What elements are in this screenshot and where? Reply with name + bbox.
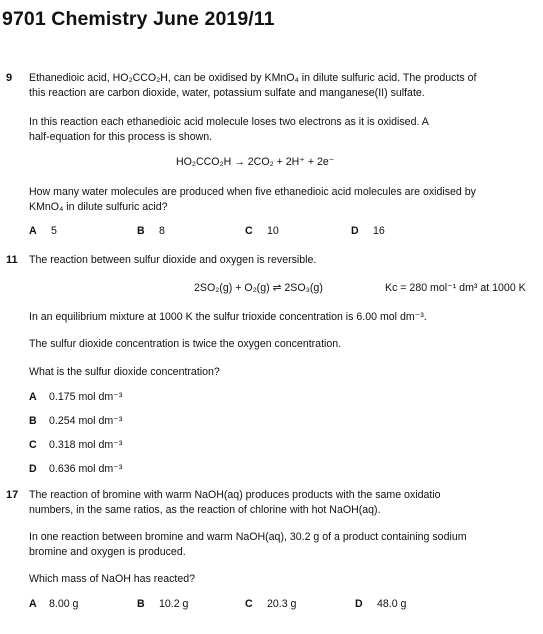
question-11-ratio-line: The sulfur dioxide concentration is twice the oxygen concentration.: [29, 338, 342, 350]
option-value: 0.636 mol dm⁻³: [49, 463, 123, 475]
question-11-option-d: [29, 463, 122, 475]
question-9-stem-line-2: KMnO₄ in dilute sulfuric acid?: [29, 200, 168, 213]
option-value: 0.175 mol dm⁻³: [49, 391, 123, 403]
option-value: 8.00 g: [49, 598, 79, 610]
option-value: 16: [373, 225, 385, 237]
question-17-number: 17: [6, 489, 19, 501]
option-value: 0.254 mol dm⁻³: [49, 415, 123, 427]
question-17-option-b: [137, 598, 188, 610]
question-9-option-a: [29, 225, 57, 237]
option-letter: A: [29, 225, 37, 237]
option-letter: A: [29, 598, 37, 610]
question-17-context-line-2: bromine and oxygen is produced.: [29, 545, 186, 558]
question-11-option-c: [29, 439, 122, 451]
question-9-context: [29, 115, 543, 144]
question-9-intro-line-1: Ethanedioic acid, HO₂CCO₂H, can be oxidised by KMnO₄ in dilute sulfuric acid. The products of: [29, 72, 477, 84]
question-11-stem-line: What is the sulfur dioxide concentration?: [29, 366, 220, 378]
question-9-context-line-1: In this reaction each ethanedioic acid molecule loses two electrons as it is oxidised. A: [29, 116, 429, 128]
question-17-option-a: [29, 598, 78, 610]
question-11-option-b: [29, 415, 122, 427]
option-letter: D: [355, 598, 363, 610]
question-11-number: 11: [6, 254, 18, 266]
question-17-context-line-1: In one reaction between bromine and warm NaOH(aq), 30.2 g of a product containing sodium: [29, 531, 467, 543]
option-value: 48.0 g: [377, 598, 407, 610]
option-letter: C: [29, 439, 37, 451]
question-9-stem-line-1: How many water molecules are produced when five ethanedioic acid molecules are oxidised by: [29, 186, 476, 198]
question-17-intro-line-1: The reaction of bromine with warm NaOH(aq) produces products with the same oxidatio: [29, 489, 441, 501]
question-11-intro: [29, 253, 543, 268]
option-letter: C: [245, 598, 253, 610]
option-letter: B: [29, 415, 37, 427]
question-11-concentration-info: [29, 310, 543, 325]
question-11-equilibrium-equation: 2SO₂(g) + O₂(g) ⇌ 2SO₃(g): [194, 282, 323, 294]
question-9-context-line-2: half-equation for this process is shown.: [29, 130, 213, 143]
option-value: 5: [51, 225, 57, 237]
option-value: 10.2 g: [159, 598, 189, 610]
question-17-stem: [29, 572, 543, 587]
option-letter: D: [351, 225, 359, 237]
option-value: 20.3 g: [267, 598, 297, 610]
option-letter: B: [137, 225, 145, 237]
option-letter: A: [29, 391, 37, 403]
question-17-intro-line-2: numbers, in the same ratios, as the reaction of chlorine with hot NaOH(aq).: [29, 503, 381, 516]
question-11-intro-line: The reaction between sulfur dioxide and oxygen is reversible.: [29, 254, 317, 266]
question-17-option-c: [245, 598, 296, 610]
question-11-stem: [29, 365, 543, 380]
option-value: 0.318 mol dm⁻³: [49, 439, 123, 451]
question-11-concentration-line: In an equilibrium mixture at 1000 K the sulfur trioxide concentration is 6.00 mol dm⁻³.: [29, 311, 427, 323]
question-11-option-a: [29, 391, 122, 403]
question-17-context: [29, 530, 543, 559]
question-11-ratio-info: [29, 337, 543, 352]
question-17-intro: [29, 488, 543, 517]
option-letter: C: [245, 225, 253, 237]
question-9-intro-line-2: this reaction are carbon dioxide, water, potassium sulfate and manganese(II) sulfate.: [29, 86, 425, 99]
page-title: 9701 Chemistry June 2019/11: [2, 8, 275, 30]
question-11-kc-value: Kc = 280 mol⁻¹ dm³ at 1000 K: [385, 282, 526, 294]
option-letter: B: [137, 598, 145, 610]
option-letter: D: [29, 463, 37, 475]
question-9-stem: [29, 185, 543, 214]
option-value: 10: [267, 225, 279, 237]
question-9-number: 9: [6, 72, 13, 84]
question-9-option-b: [137, 225, 165, 237]
question-17-stem-line: Which mass of NaOH has reacted?: [29, 573, 196, 585]
question-9-option-c: [245, 225, 279, 237]
question-9-half-equation: HO₂CCO₂H → 2CO₂ + 2H⁺ + 2e⁻: [176, 156, 335, 168]
question-9-option-d: [351, 225, 385, 237]
option-value: 8: [159, 225, 165, 237]
question-9-intro: [29, 71, 543, 100]
question-17-option-d: [355, 598, 406, 610]
